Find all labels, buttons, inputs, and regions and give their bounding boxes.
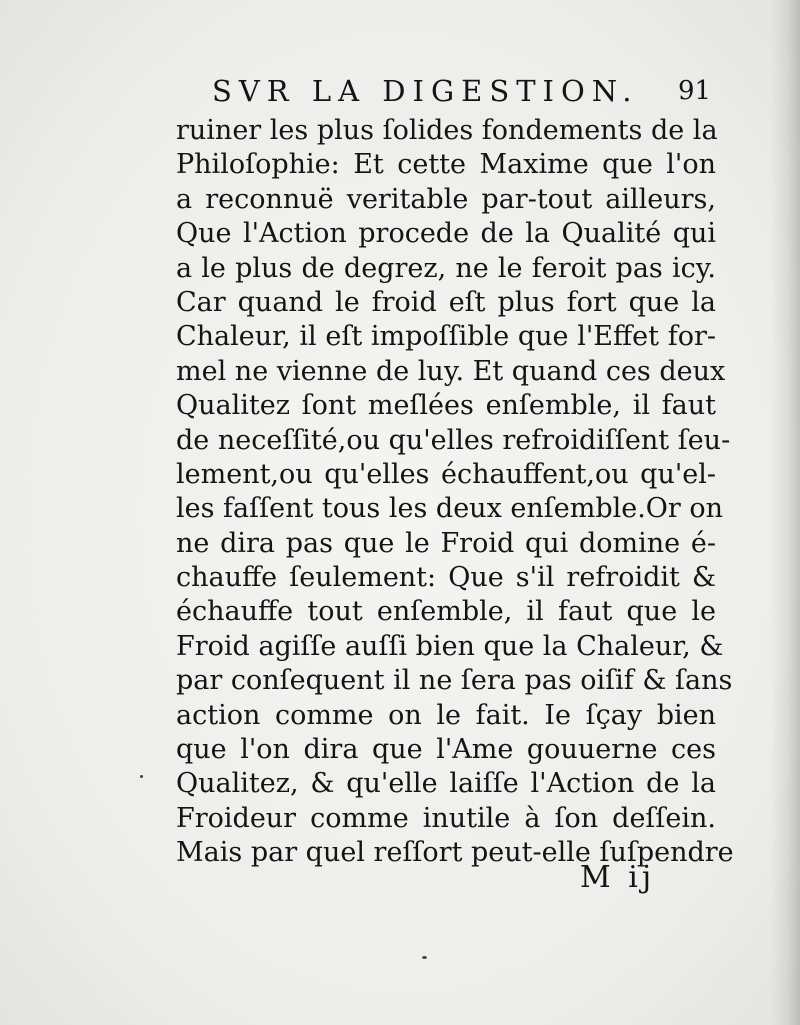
text-line: Froid agiſſe auſſi bien que la Chaleur, & bbox=[176, 630, 724, 662]
text-line: Philoſophie: Et cette Maxime que l'on bbox=[176, 149, 716, 181]
text-line: Qualitez, & qu'elle laiſſe l'Action de la bbox=[176, 768, 716, 800]
text-line: mel ne vienne de luy. Et quand ces deux bbox=[176, 355, 726, 387]
ink-speck bbox=[422, 956, 427, 959]
text-line: ne dira pas que le Froid qui domine é- bbox=[176, 527, 716, 559]
text-line: les faſſent tous les deux enſemble.Or on bbox=[176, 493, 724, 525]
text-line: échauffe tout enſemble, il faut que le bbox=[176, 596, 716, 628]
body-text bbox=[176, 114, 734, 871]
page-number: 91 bbox=[678, 76, 712, 106]
text-line: de neceſſité,ou qu'elles refroidiſſent ſeu- bbox=[176, 424, 731, 456]
text-line: chauffe ſeulement: Que s'il refroidit & bbox=[176, 562, 716, 594]
text-line: lement,ou qu'elles échauffent,ou qu'el- bbox=[176, 458, 716, 490]
ink-speck bbox=[140, 775, 143, 778]
text-line: Froideur comme inutile à ſon deſſein. bbox=[176, 802, 716, 834]
text-line: a reconnuë veritable par-tout ailleurs, bbox=[176, 183, 716, 215]
text-line: Chaleur, il eſt impoſſible que l'Effet for- bbox=[176, 321, 716, 353]
text-line: a le plus de degrez, ne le feroit pas icy. bbox=[176, 252, 716, 284]
page-edge-shadow bbox=[770, 0, 800, 1025]
text-line: Mais par quel reſſort peut-elle ſuſpendre bbox=[176, 837, 734, 869]
text-line: ruiner les plus ſolides fondements de la bbox=[176, 115, 718, 146]
text-line: Qualitez ſont meſlées enſemble, il faut bbox=[176, 390, 716, 422]
text-line: action comme on le fait. Ie ſçay bien bbox=[176, 699, 716, 731]
text-line: que l'on dira que l'Ame gouuerne ces bbox=[176, 734, 716, 766]
running-head bbox=[212, 74, 712, 114]
running-title: SVR LA DIGESTION. bbox=[212, 74, 639, 108]
signature-mark: M ij bbox=[580, 860, 656, 895]
text-line: par conſequent il ne ſera pas oiſif & ſans bbox=[176, 665, 733, 697]
text-line: Car quand le froid eſt plus fort que la bbox=[176, 286, 716, 318]
text-line: Que l'Action procede de la Qualité qui bbox=[176, 218, 716, 250]
